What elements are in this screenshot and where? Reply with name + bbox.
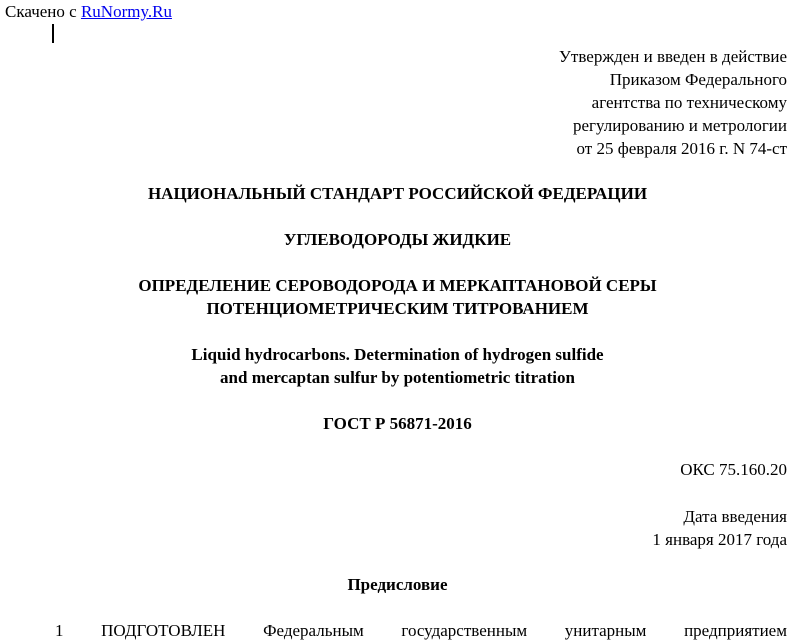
standard-title: НАЦИОНАЛЬНЫЙ СТАНДАРТ РОССИЙСКОЙ ФЕДЕРАЦИИ [147,184,648,203]
intro-date-label: Дата введения [683,507,787,526]
preface-heading: Предисловие [347,575,448,594]
approval-line-1: Утвержден и введен в действие [558,47,787,66]
title-ru-line-1: ОПРЕДЕЛЕНИЕ СЕРОВОДОРОДА И МЕРКАПТАНОВОЙ СЕРЫ [138,276,657,295]
approval-line-4: регулированию и метрологии [572,116,787,135]
source-note [5,2,172,22]
approval-line-2: Приказом Федерального [609,70,787,89]
approval-line-3: агентства по техническому [591,93,787,112]
oks-code: ОКС 75.160.20 [680,460,787,479]
text-cursor [52,24,54,43]
title-en-line-2: and mercaptan sulfur by potentiometric titration [220,368,575,387]
gost-number: ГОСТ Р 56871-2016 [323,414,472,433]
title-en-line-1: Liquid hydrocarbons. Determination of hydrogen sulfide [191,345,604,364]
title-ru-line-2: ПОТЕНЦИОМЕТРИЧЕСКИМ ТИТРОВАНИЕМ [206,299,589,318]
subject-title: УГЛЕВОДОРОДЫ ЖИДКИЕ [283,230,512,249]
paragraph-1: 1 ПОДГОТОВЛЕН Федеральным государственным унитарным предприятием [55,621,787,640]
source-prefix: Скачено с [5,2,81,21]
intro-date-value: 1 января 2017 года [652,530,787,549]
approval-line-5: от 25 февраля 2016 г. N 74-ст [576,139,787,158]
source-link[interactable]: RuNormy.Ru [80,2,172,21]
